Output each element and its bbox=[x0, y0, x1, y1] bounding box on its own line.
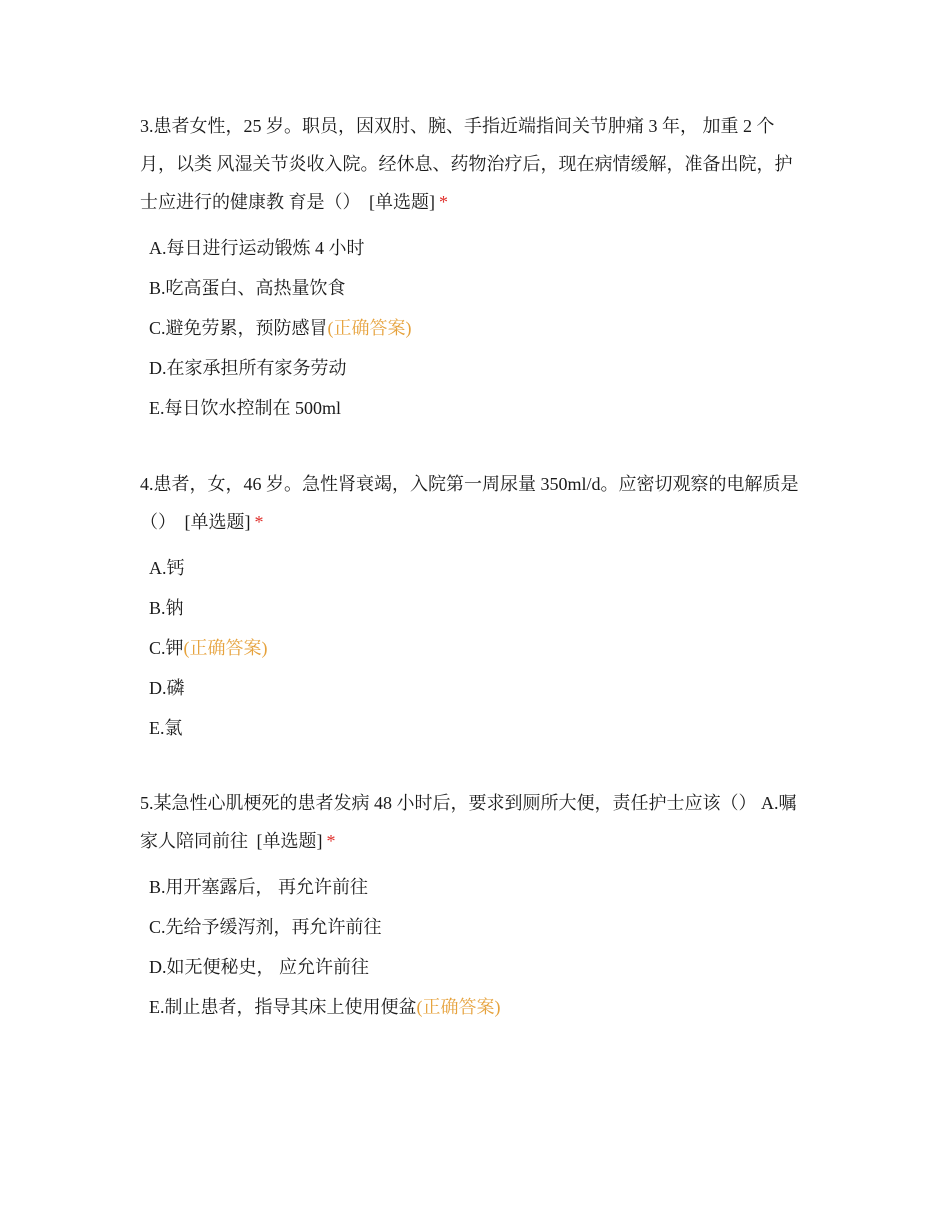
option-text: B.吃高蛋白、高热量饮食 bbox=[149, 278, 346, 298]
option-text: E.氯 bbox=[149, 718, 183, 738]
question-text: 5.某急性心肌梗死的患者发病 48 小时后，要求到厕所大便，责任护士应该（） A.嘱家人陪同前往 bbox=[140, 793, 797, 851]
question-type-label: [单选题] bbox=[184, 512, 251, 532]
question-text: 4.患者，女，46 岁。急性肾衰竭，入院第一周尿量 350ml/d。应密切观察的电解质是（） bbox=[140, 474, 799, 532]
option-text: D.如无便秘史， 应允许前往 bbox=[149, 957, 369, 977]
option-text: C.避免劳累，预防感冒 bbox=[149, 318, 328, 338]
option-a[interactable] bbox=[140, 548, 808, 588]
correct-answer-label: (正确答案) bbox=[327, 318, 412, 338]
option-text: C.先给予缓泻剂，再允许前往 bbox=[149, 917, 382, 937]
option-b[interactable] bbox=[140, 867, 808, 907]
option-text: B.用开塞露后， 再允许前往 bbox=[149, 877, 369, 897]
option-b[interactable] bbox=[140, 588, 808, 628]
required-mark: * bbox=[326, 831, 336, 851]
required-mark: * bbox=[439, 192, 448, 212]
option-text: E.制止患者，指导其床上使用便盆 bbox=[149, 997, 417, 1017]
option-b[interactable] bbox=[140, 268, 808, 308]
option-text: D.磷 bbox=[149, 678, 185, 698]
correct-answer-label: (正确答案) bbox=[416, 997, 501, 1017]
option-text: B.钠 bbox=[149, 598, 184, 618]
question-type-label: [单选题] bbox=[369, 192, 435, 212]
option-d[interactable] bbox=[140, 668, 808, 708]
options-list bbox=[140, 228, 808, 428]
option-text: E.每日饮水控制在 500ml bbox=[149, 398, 341, 418]
option-text: A.每日进行运动锻炼 4 小时 bbox=[149, 238, 365, 258]
options-list bbox=[140, 867, 808, 1027]
question-stem bbox=[140, 465, 808, 541]
required-mark: * bbox=[254, 512, 264, 532]
question-stem bbox=[140, 107, 808, 221]
option-d[interactable] bbox=[140, 348, 808, 388]
option-e[interactable] bbox=[140, 388, 808, 428]
correct-answer-label: (正确答案) bbox=[183, 638, 268, 658]
option-e[interactable] bbox=[140, 987, 808, 1027]
option-text: C.钾 bbox=[149, 638, 184, 658]
option-d[interactable] bbox=[140, 947, 808, 987]
option-c[interactable] bbox=[140, 308, 808, 348]
option-text: A.钙 bbox=[149, 558, 185, 578]
option-c[interactable] bbox=[140, 907, 808, 947]
question-type-label: [单选题] bbox=[256, 831, 323, 851]
question-3 bbox=[140, 107, 808, 428]
option-a[interactable] bbox=[140, 228, 808, 268]
option-text: D.在家承担所有家务劳动 bbox=[149, 358, 347, 378]
option-c[interactable] bbox=[140, 628, 808, 668]
question-stem bbox=[140, 784, 808, 860]
option-e[interactable] bbox=[140, 708, 808, 748]
question-5 bbox=[140, 784, 808, 1027]
question-4 bbox=[140, 465, 808, 748]
options-list bbox=[140, 548, 808, 748]
question-text: 3.患者女性，25 岁。职员，因双肘、腕、手指近端指间关节肿痛 3 年， 加重 2 个月，以类 风湿关节炎收入院。经休息、药物治疗后，现在病情缓解，准备出院，护士应进行的健康教 育是（） bbox=[140, 116, 793, 212]
